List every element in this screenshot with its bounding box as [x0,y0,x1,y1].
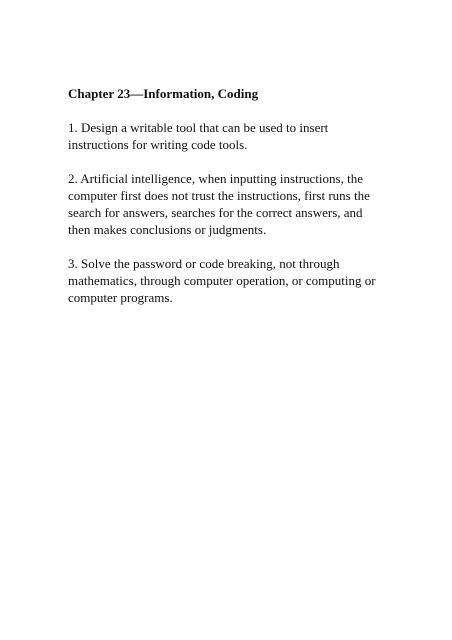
paragraph-2: 2. Artificial intelligence, when inputting instructions, the computer first does not trust the instructions, first runs the search for answers, searches for the correct answers, and then makes conclusions or judgments. [68,171,370,237]
paragraph-3: 3. Solve the password or code breaking, not through mathematics, through computer operation, or computing or computer programs. [68,256,376,305]
chapter-heading: Chapter 23—Information, Coding [68,86,259,101]
document-body [68,85,388,323]
paragraph-1: 1. Design a writable tool that can be used to insert instructions for writing code tools. [68,120,329,152]
